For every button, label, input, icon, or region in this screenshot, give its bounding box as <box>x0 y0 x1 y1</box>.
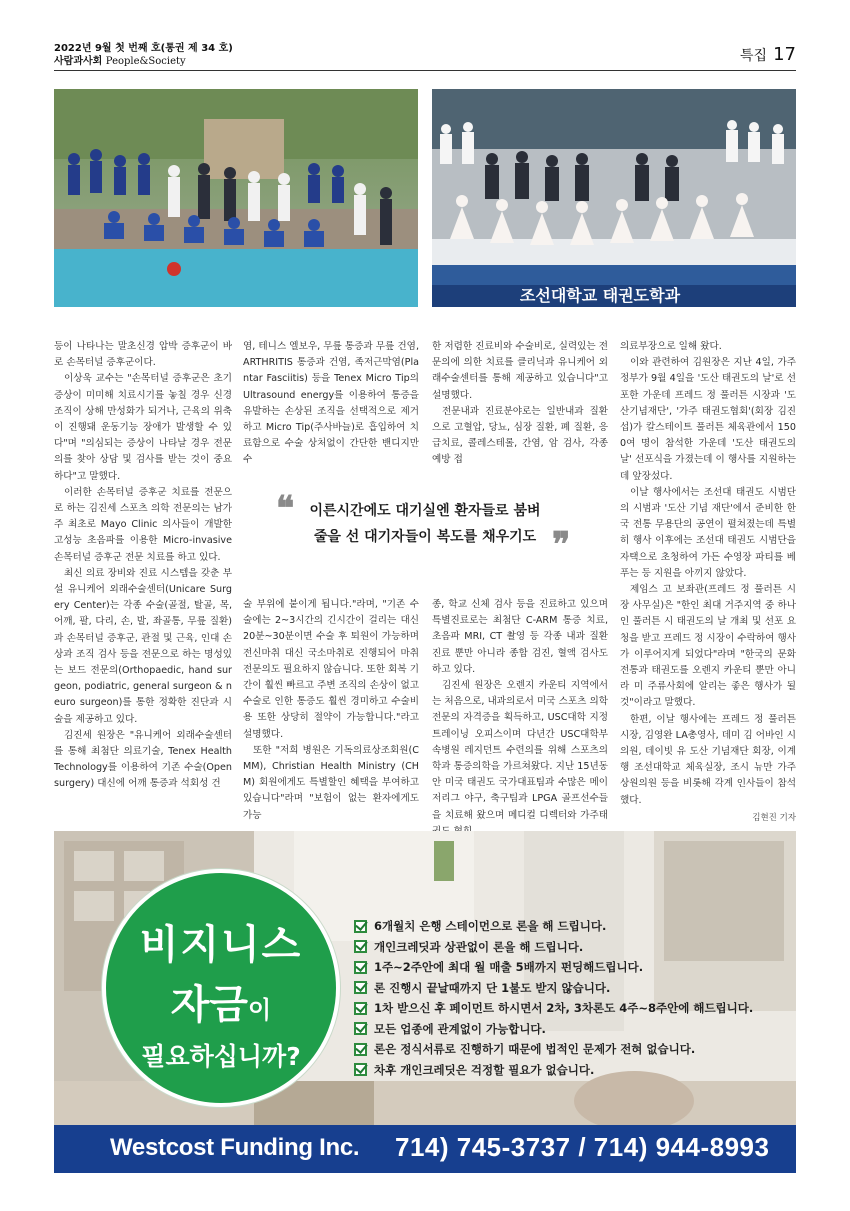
benefit-text: 모든 업종에 관계없이 가능합니다. <box>374 1021 546 1036</box>
headline-line-2-main: 자금 <box>170 982 249 1028</box>
article-paragraph: 술 부위에 붙이게 됩니다."라며, "기존 수술에는 2~3시간의 긴시간이 걸리는 대신 20분~30분이면 수술 후 퇴원이 가능하며 전신마취 대신 국소마취로 진행되어 마취전문의도 필요하지 않습니다. 또한 회복 기간이 훨씬 빠르고 주변 조직의 손상이 없고 수술로 인한 통증도 훨씬 경미하고 수술비용 또한 상당히 절약이 가능합니다."라고 설명했다. <box>243 599 419 740</box>
checkbox-icon <box>354 961 367 974</box>
pull-quote-line: 이른시간에도 대기실엔 환자들로 붐벼 <box>309 503 541 519</box>
checkbox-icon <box>354 1002 367 1015</box>
article-column-4 <box>620 339 796 826</box>
banner-text: 조선대학교 태권도학과 <box>519 286 681 305</box>
benefit-text: 론 진행시 끝날때까지 단 1불도 받지 않습니다. <box>374 980 611 995</box>
benefit-item <box>354 937 753 958</box>
benefit-text: 1차 받으신 후 페이먼트 하시면서 2차, 3차론도 4주~8주안에 해드립니다. <box>374 1001 754 1016</box>
pull-quote-line: 줄을 선 대기자들이 복도를 채우기도 <box>313 529 537 545</box>
issue-info: 2022년 9월 첫 번째 호(통권 제 34 호) <box>54 43 233 54</box>
section-header <box>740 44 796 65</box>
article-paragraph: 전문내과 진료분야로는 일반내과 질환으로 고혈압, 당뇨, 심장 질환, 폐 질환, 응급치료, 콜레스테롤, 간염, 암 검사, 각종 예방 접 <box>432 405 608 466</box>
phone-numbers[interactable]: 714) 745-3737 / 714) 944-8993 <box>395 1132 770 1162</box>
article-paragraph: 한편, 이날 행사에는 프레드 정 풀러튼 시장, 김영완 LA총영사, 데미 김 어바인 시의원, 데이빗 유 도산 기념재단 회장, 이계행 조선대학교 체육실장, 조시 뉴만 가주 상원의원 등을 비롯해 각계 인사들이 참석했다. <box>620 713 796 806</box>
section-title: 특집 <box>740 48 768 64</box>
article-paragraph: 염, 테니스 엘보우, 무릎 통증과 무릎 건염, ARTHRITIS 통증과 건염, 족저근막염(Plantar Fasciitis) 등을 Tenex Micro Tip의 Ultrasound energy를 이용하여 통증을 유발하는 손상된 조직을 선택적으로 제거하고 Micro Tip(주사바늘)로 흡입하여 치료함으로 수술 상처없이 간단한 밴디지만 수 <box>243 341 419 466</box>
article-paragraph: 종, 학교 신체 검사 등을 진료하고 있으며 특별진료로는 최첨단 C-ARM 통증 치료, 초음파 MRI, CT 촬영 등 각종 내과 질환 진료 뿐만 아니라 종합 검진, 혈액 검사도 하고 있다. <box>432 599 608 675</box>
checkbox-icon <box>354 981 367 994</box>
benefit-item <box>354 998 753 1019</box>
headline-line-2 <box>106 973 336 1030</box>
article-paragraph: 제임스 고 보좌관(프레드 정 풀러튼 시장 사무실)은 "한인 최대 거주지역 중 하나인 풀러튼 시 태권도의 날 개최 및 선포 요청을 받고 프레드 정 시장이 수락하여 행사가 이루어지게 되었다"라며 "한국의 문화 전통과 태권도를 오렌지 카운티 뿐만 아니라 미 주류사회에 알리는 좋은 행사가 될 것"이라고 말했다. <box>620 584 796 709</box>
benefit-text: 1주~2주안에 최대 월 매출 5배까지 펀딩해드립니다. <box>374 960 644 975</box>
publication-name-en: People&Society <box>105 56 186 67</box>
benefit-item <box>354 957 753 978</box>
page-number: 17 <box>773 44 796 65</box>
benefit-text: 개인크레딧과 상관없이 론을 해 드립니다. <box>374 939 584 954</box>
publication-name <box>54 55 233 68</box>
article-paragraph: 이러한 손목터널 증후군 치료를 전문으로 하는 김진세 스포츠 의학 전문의는 남가주 최초로 Mayo Clinic 의사들이 개발한 고성능 초음파를 이용한 Micro-invasive 손목터널 증후군 전문 치료를 하고 있다. <box>54 486 232 563</box>
article-paragraph: 최신 의료 장비와 진료 시스템을 갖춘 부설 유니케어 외래수술센터(Unicare Surgery Center)는 각종 수술(골절, 탈골, 목, 어깨, 팔, 다리, 손, 발, 좌골통, 무릎 질환)과 손목터널 증후군, 관절 및 근육, 인대 손상과 조직 검사 등을 전문으로 하는 명성있는 보드 전문의(Orthopaedic, hand surgeon, podiatric, general surgeon & neuro surgeon)를 통한 정확한 진단과 시술을 제공하고 있다. <box>54 567 232 725</box>
article-paragraph: 이상욱 교수는 "손목터널 증후군은 초기 증상이 미미해 치료시기를 놓칠 경우 신경조직이 상해 만성화가 되거나, 근육의 위축이 진행돼 운동기능 장애가 발생할 수 있다"며 "의심되는 증상이 나타날 경우 전문의를 찾아 상담 및 검사를 받는 것이 중요하다"고 말했다. <box>54 373 232 482</box>
checkbox-icon <box>354 940 367 953</box>
benefit-item <box>354 1019 753 1040</box>
article-paragraph: 의료부장으로 일해 왔다. <box>620 341 722 352</box>
publication-name-ko: 사람과사회 <box>54 56 103 67</box>
checkbox-icon <box>354 1063 367 1076</box>
article-column-3-top <box>432 339 608 469</box>
headline-line-3: 필요하십니까? <box>141 1042 301 1071</box>
byline: 김현진 기자 <box>752 812 796 823</box>
article-paragraph: 이와 관련하여 김원장은 지난 4일, 가주정부가 9월 4일을 '도산 태권도의 날'로 선포한 가운데 프레드 정 풀러튼 시장과 '도산기념재단', '가주 태권도협회'(회장 김진섭)가 칼스테이트 풀러튼 체육관에서 1500여 명이 참석한 가운데 '도산 태권도의 날' 선포식을 가졌는데 이 행사를 지원하는데 앞장섰다. <box>620 357 796 482</box>
benefit-list <box>354 916 753 1080</box>
pull-quote <box>272 498 578 550</box>
headline-circle <box>102 869 340 1107</box>
checkbox-icon <box>354 1043 367 1056</box>
benefit-text: 차후 개인크레딧은 걱정할 필요가 없습니다. <box>374 1062 595 1077</box>
contact-bar <box>54 1125 796 1173</box>
article-paragraph: 김진세 원장은 오렌지 카운티 지역에서는 처음으로, 내과의로서 미국 스포츠 의학 전문의 자격증을 획득하고, USC대학 지정 트레이닝 오피스이며 다년간 USC대학부속병원 레지던트 수련의를 위해 스포츠의학과 통증의학을 가르쳐왔다. 지난 15년동안 미국 태권도 국가대표팀과 수많은 메이저리그 야구, 축구팀과 LPGA 골프선수들을 치료해 왔으며 메디컬 디렉터와 가주태 <box>432 680 608 821</box>
article-paragraph: 또한 "저희 병원은 기독의료상조회원(CMM), Christian Health Ministry (CHM) 회원에게도 특별할인 혜택을 부여하고 있습니다"라며 "보험이 없는 환자에게도 가능 <box>243 744 419 821</box>
benefit-item <box>354 916 753 937</box>
masthead <box>54 42 233 68</box>
article-paragraph: 한 저렴한 진료비와 수술비로, 실력있는 전문의에 의한 치료를 클리닉과 유니케어 외래수술센터를 통해 제공하고 있습니다"고 설명했다. <box>432 341 608 401</box>
company-name: Westcost Funding Inc. <box>110 1134 360 1161</box>
benefit-item <box>354 1039 753 1060</box>
article-paragraph: 이날 행사에서는 조선대 태권도 시범단의 시범과 '도산 기념 재단'에서 준비한 한국 전통 무용단의 공연이 펼쳐졌는데 특별히 행사 이후에는 조선대 태권도 시범단을 자택으로 초청하여 가든 수영장 파티를 베푸는 등 지원을 아끼지 않았다. <box>620 486 796 579</box>
close-quote-icon: ❞ <box>552 525 571 565</box>
article-column-1 <box>54 339 232 793</box>
article-column-3-bottom <box>432 597 608 840</box>
benefit-item <box>354 978 753 999</box>
benefit-text: 론은 정식서류로 진행하기 때문에 법적인 문제가 전혀 없습니다. <box>374 1042 696 1057</box>
open-quote-icon: ❝ <box>276 489 295 529</box>
taekwondo-group-photo <box>432 89 796 307</box>
advertisement <box>54 831 796 1173</box>
headline-line-2-suffix: 이 <box>248 996 272 1024</box>
article-paragraph: 김진세 원장은 "유니케어 외래수술센터를 통해 최첨단 의료기술, Tenex Health Technology를 이용하여 기존 수술(Open surgery) 대신에 어깨 통증과 석회성 건 <box>54 729 232 790</box>
article-paragraph: 등이 나타나는 말초신경 압박 증후군이 바로 손목터널 증후군이다. <box>54 341 232 369</box>
poolside-group-photo <box>54 89 418 307</box>
header-rule <box>54 70 796 71</box>
benefit-text: 6개월치 은행 스테이먼으로 론을 해 드립니다. <box>374 919 607 934</box>
article-column-2-bottom <box>243 597 419 824</box>
article-column-2-top <box>243 339 419 469</box>
checkbox-icon <box>354 1022 367 1035</box>
headline-line-1: 비지니스 <box>139 922 303 968</box>
checkbox-icon <box>354 920 367 933</box>
benefit-item <box>354 1060 753 1081</box>
